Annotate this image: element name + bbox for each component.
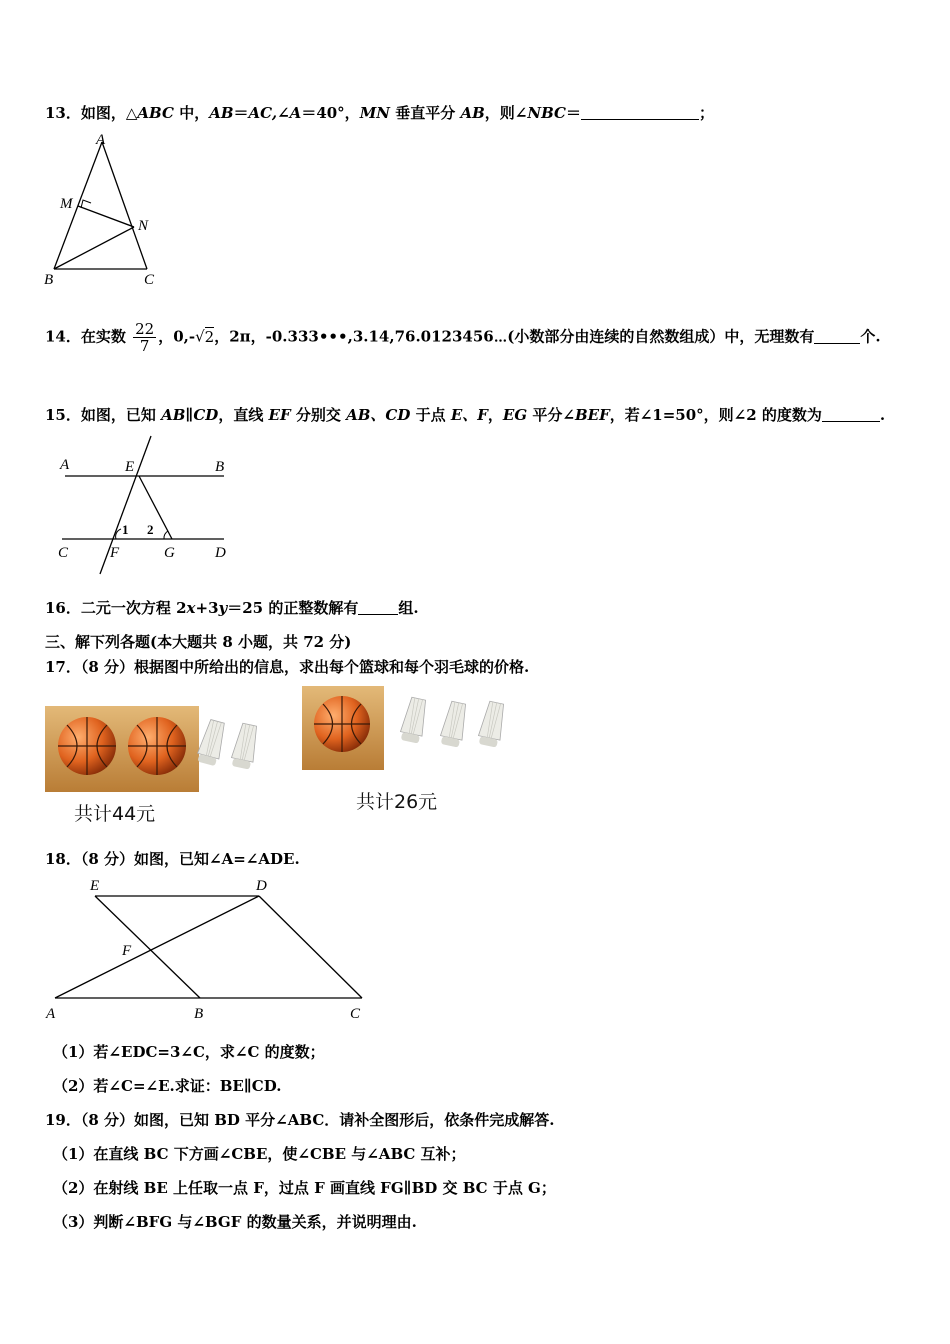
q18-label-f: F [122, 943, 132, 959]
q15-label-c: C [58, 545, 69, 561]
q15-label-a: A [60, 457, 70, 473]
q15-label-g: G [164, 545, 175, 561]
q15-label-b: B [215, 459, 225, 475]
q13-answer-blank[interactable] [581, 105, 699, 120]
q14-text: 14．在实数 $\frac{22}{7}$ ，0,-√2，2π，-0.333•••,3.14,76.0123456⋯(小数部分由连续的自然数组成）中，无理数有 个. [45, 320, 881, 355]
q15-parallel-lines-figure [52, 430, 242, 578]
q14-sqrt: √2 [195, 327, 215, 346]
q13-triangle-figure [40, 128, 170, 293]
q13-text: 13．如图，△ABC 中，AB＝AC,∠A＝40°，MN 垂直平分 AB，则∠NBC＝ ； [45, 104, 715, 122]
q17-text: 17．（8 分）根据图中所给出的信息，求出每个篮球和每个羽毛球的价格. [45, 658, 530, 676]
section-3-heading: 三、解下列各题(本大题共 8 小题，共 72 分) [45, 633, 352, 651]
q17-picture-right [302, 686, 522, 772]
q16-text: 16．二元一次方程 2x+3y＝25 的正整数解有 组. [45, 599, 419, 617]
q15-answer-blank[interactable] [822, 407, 880, 422]
q17-caption-right: 共计26元 [356, 791, 438, 813]
q13-label-a: A [96, 132, 106, 148]
shuttlecock-icon [230, 722, 261, 770]
shuttlecock-icon [477, 700, 508, 748]
q15-label-angle-2: 2 [147, 522, 154, 537]
q19-sub-3: （3）判断∠BFG 与∠BGF 的数量关系，并说明理由. [53, 1213, 417, 1231]
q15-label-e: E [125, 459, 135, 475]
q18-label-c: C [350, 1006, 361, 1022]
q19-sub-1: （1）在直线 BC 下方画∠CBE，使∠CBE 与∠ABC 互补； [53, 1145, 466, 1163]
q19-text: 19．（8 分）如图，已知 BD 平分∠ABC．请补全图形后，依条件完成解答. [45, 1111, 555, 1129]
q18-label-b: B [194, 1006, 204, 1022]
q18-text: 18．（8 分）如图，已知∠A=∠ADE. [45, 850, 300, 868]
q13-label-m: M [60, 196, 73, 212]
q15-label-d: D [215, 545, 226, 561]
q17-picture-left [45, 706, 275, 796]
q18-sub-2: （2）若∠C=∠E.求证：BE∥CD. [53, 1077, 282, 1095]
q15-label-angle-1: 1 [122, 522, 129, 537]
basketball-icon [314, 696, 370, 752]
q18-label-d: D [256, 878, 267, 894]
q14-answer-blank[interactable] [814, 329, 860, 344]
q16-answer-blank[interactable] [358, 600, 398, 615]
q15-text: 15．如图，已知 AB∥CD，直线 EF 分别交 AB、CD 于点 E、F，EG 平分∠BEF，若∠1=50°，则∠2 的度数为 . [45, 406, 886, 424]
shuttlecock-icon [196, 719, 229, 767]
shuttlecock-icon [399, 696, 430, 744]
basketball-icon [58, 717, 116, 775]
q13-label-b: B [44, 272, 54, 288]
basketball-icon [128, 717, 186, 775]
q18-sub-1: （1）若∠EDC=3∠C，求∠C 的度数； [53, 1043, 325, 1061]
q15-label-f: F [110, 545, 120, 561]
q17-caption-left: 共计44元 [74, 803, 156, 825]
q13-label-c: C [144, 272, 155, 288]
q14-fraction: $\frac{22}{7}$ [135, 320, 155, 355]
q18-label-e: E [90, 878, 100, 894]
q18-figure [40, 872, 380, 1024]
q19-sub-2: （2）在射线 BE 上任取一点 F，过点 F 画直线 FG∥BD 交 BC 于点 G； [53, 1179, 556, 1197]
q13-label-n: N [138, 218, 149, 234]
shuttlecock-icon [439, 700, 470, 748]
q18-label-a: A [46, 1006, 56, 1022]
